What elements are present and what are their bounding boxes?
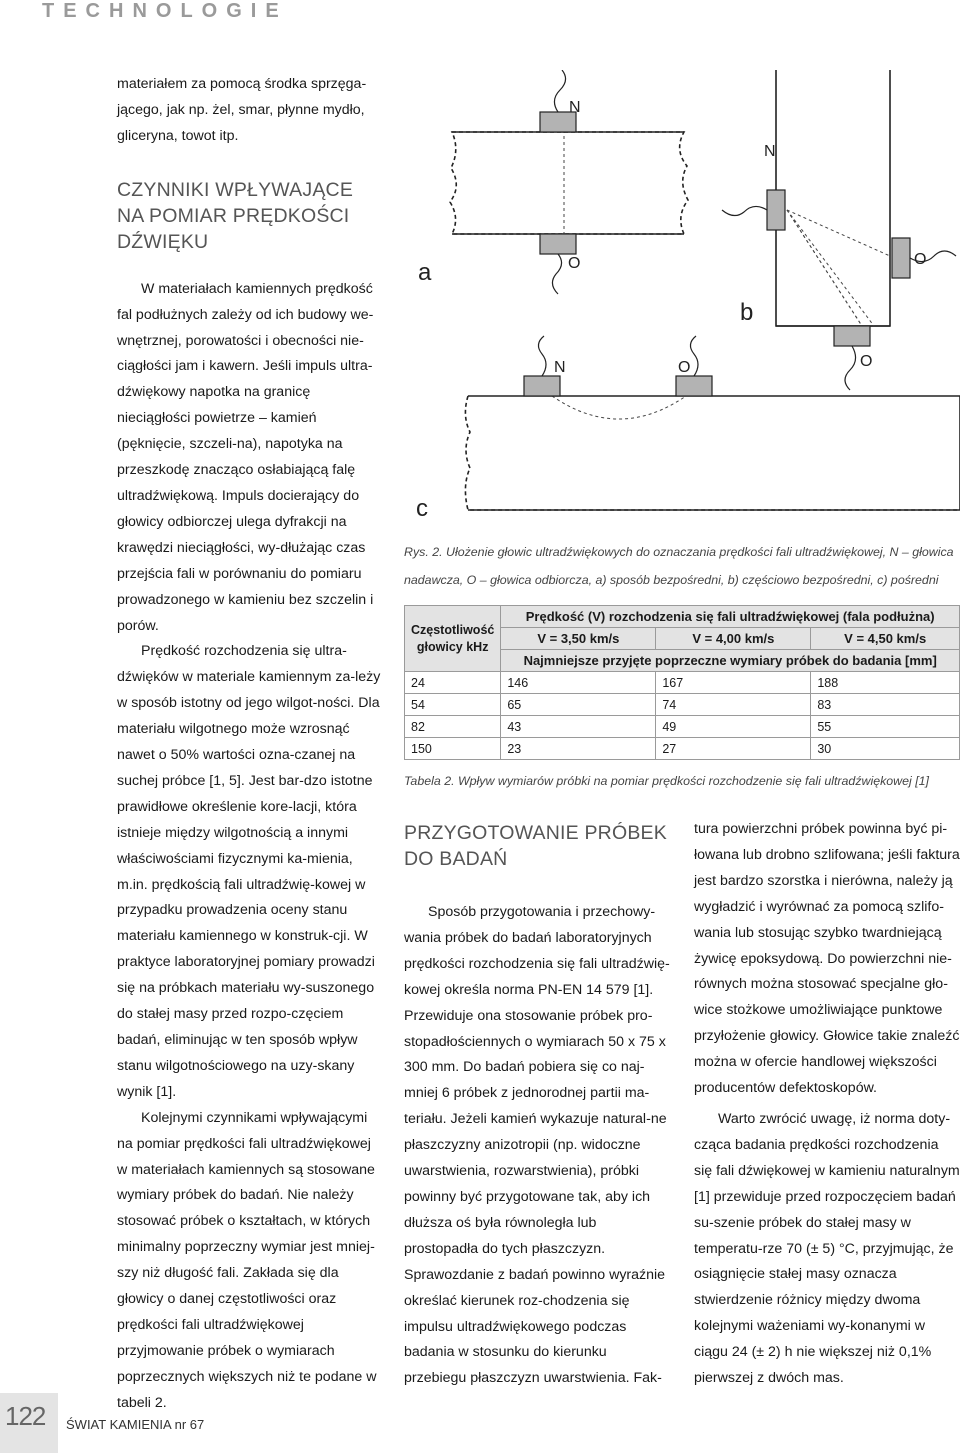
label-o-c: O xyxy=(678,359,691,376)
transducer xyxy=(540,234,576,254)
figure-transducer-arrangement xyxy=(404,70,960,533)
paragraph: Warto zwrócić uwagę, iż norma doty-cząca badania prędkości rozchodzenia się fali dźwiękowej w kamieniu naturalnym [1] przewiduje przed rozpoczęciem badań su-szenie próbek do stałej masy w temperatu-rze 70 (± 5) °C, przyjmując, że osiągnięcie stałej masy oznacza stwierdzenie różnicy między dwoma kolejnymi ważeniami wy-konanymi w ciągu 24 (± 2) h nie większej niż 0,1% pierwszej z dwóch mas. xyxy=(694,1110,960,1387)
table-cell: 27 xyxy=(656,738,811,760)
dimensions-table xyxy=(404,605,960,760)
page-number-box xyxy=(0,1393,58,1453)
label-n-c: N xyxy=(554,359,566,376)
label-n-a: N xyxy=(569,99,581,116)
table-row xyxy=(405,738,960,760)
section-header: TECHNOLOGIE xyxy=(42,0,288,22)
table-cell: 55 xyxy=(811,716,960,738)
table-cell: 49 xyxy=(656,716,811,738)
table-cell: 150 xyxy=(405,738,501,760)
table-header-v3: V = 4,50 km/s xyxy=(811,628,960,650)
table-cell: 30 xyxy=(811,738,960,760)
table-subheader: Najmniejsze przyjęte poprzeczne wymiary próbek do badania [mm] xyxy=(501,650,960,672)
transducer xyxy=(676,376,712,396)
table-cell: 167 xyxy=(656,672,811,694)
table-header-v1: V = 3,50 km/s xyxy=(501,628,656,650)
figure-caption: Rys. 2. Ułożenie głowic ultradźwiękowych do oznaczania prędkości fali ultradźwiękowej, N – głowica nadawcza, O – głowica odbiorcza, a) sposób bezpośredni, b) częściowo bezpośredni, c) pośredni xyxy=(404,545,954,587)
intro-text: materiałem za pomocą środka sprzęga-jącego, jak np. żel, smar, płynne mydło, gliceryna, towot itp. xyxy=(117,76,367,144)
table-header-frequency: Częstotliwość głowicy kHz xyxy=(405,606,501,672)
paragraph: Prędkość rozchodzenia się ultra-dźwięków w materiale kamiennym za-leży w sposób istotny od jego wilgot-ności. Dla materiału wilgotnego może wzrosnąć nawet o 50% wartości ozna-czanej na suchej próbce [1, 5]. Jest bar-dzo istotne prawidłowe określenie kore-lacji, która istnieje między wilgotnością a innymi właściwościami fizycznymi ka-mienia, m.in. prędkością fali ultradźwię-kowej w przypadku prowadzenia oceny stanu materiału kamiennego w konstruk-cji. W praktyce laboratoryjnej pomiary prowadzi się na próbkach materiału wy-suszonego do stałej masy przed rozpo-częciem badań, eliminując w ten sposób wpływ stanu wilgotnościowego na uzy-skany wynik [1]. xyxy=(117,643,381,1100)
magazine-name: ŚWIAT KAMIENIA nr 67 xyxy=(66,1417,205,1432)
table-header-v2: V = 4,00 km/s xyxy=(656,628,811,650)
transducer xyxy=(834,326,870,346)
paragraph: Sposób przygotowania i przechowy-wania próbek do badań laboratoryjnych prędkości rozchodzenia się fali ultradźwię-kowej określa norma PN-EN 14 579 [1]. Przewiduje ona stosowanie próbek pro-stopadłościennych o wymiarach 50 x 75 x 300 mm. Do badań pobiera się co naj-mniej 6 próbek z jednorodnej partii ma-teriału. Jeżeli kamień wykazuje natural-ne płaszczyzny anizotropii (np. widoczne uwarstwienia, rozwarstwienia), próbki powinny być przygotowane tak, aby ich dłuższa oś była równoległa lub prostopadła do tych płaszczyzn. Sprawozdanie z badań powinno wyraźnie określać kierunek roz-chodzenia się impulsu ultradźwiękowego podczas badania w stosunku do kierunku przebiegu płaszczyzn uwarstwienia. Fak- xyxy=(404,904,670,1387)
transducer xyxy=(524,376,560,396)
label-a: a xyxy=(418,259,432,286)
label-o-b-bottom: O xyxy=(860,353,873,370)
label-c: c xyxy=(416,495,428,522)
table-cell: 74 xyxy=(656,694,811,716)
table-cell: 54 xyxy=(405,694,501,716)
table-cell: 188 xyxy=(811,672,960,694)
table-row xyxy=(405,716,960,738)
table-cell: 82 xyxy=(405,716,501,738)
paragraph: Kolejnymi czynnikami wpływającymi na pomiar prędkości fali ultradźwiękowej w materiałach kamiennych są stosowane wymiary próbek do badań. Nie należy stosować próbek o kształtach, w których minimalny poprzeczny wymiar jest mniej-szy niż długość fali. Zakłada się dla głowicy o danej częstotliwości oraz prędkości fali ultradźwiękowej przyjmowanie próbek o wymiarach poprzecznych większych niż te podane w tabeli 2. xyxy=(117,1109,377,1411)
section-heading-factors: CZYNNIKI WPŁYWAJĄCE NA POMIAR PRĘDKOŚCI DŹWIĘKU xyxy=(117,178,354,253)
table-header-speed: Prędkość (V) rozchodzenia się fali ultradźwiękowej (fala podłużna) xyxy=(501,606,960,628)
transducer xyxy=(767,190,785,230)
right-column xyxy=(694,817,960,1392)
table-row xyxy=(405,672,960,694)
paragraph: W materiałach kamiennych prędkość fal podłużnych zależy od ich budowy we-wnętrznej, porowatości i obecności nie-ciągłości jam i kawern. Jeśli impuls ultra-dźwiękowy napotka na granicę nieciągłości powietrze – kamień (pęknięcie, szczeli-na), napotyka na przeszkodę znacząco osłabiającą falę ultradźwiękową. Impuls docierający do głowicy odbiorczej ulega dyfrakcji na krawędzi nieciągłości, wy-dłużając czas przejścia fali w porównaniu do pomiaru prowadzonego w kamieniu bez szczelin i porów. xyxy=(117,280,374,634)
section-heading-preparation: PRZYGOTOWANIE PRÓBEK DO BADAŃ xyxy=(404,822,667,870)
table-cell: 23 xyxy=(501,738,656,760)
paragraph: tura powierzchni próbek powinna być pi-łowana lub drobno szlifowana; jeśli faktura jest bardzo szorstka i nierówna, należy ją wygładzić i wyrównać za pomocą szlifo-wania lub stosując szybko twardniejącą żywicę epoksydową. Do powierzchni nie-równych można stosować specjalne gło-wice stożkowe umożliwiające punktowe przyłożenie głowicy. Głowice takie znaleźć można w ofercie handlowej większości producentów defektoskopów. xyxy=(694,821,960,1097)
middle-column xyxy=(404,900,670,1392)
table-cell: 83 xyxy=(811,694,960,716)
label-n-b: N xyxy=(764,143,776,160)
page-number: 122 xyxy=(5,1401,46,1431)
page-footer xyxy=(0,1393,960,1455)
label-o-b-side: O xyxy=(914,251,927,268)
table-row xyxy=(405,694,960,716)
transducer xyxy=(892,238,910,278)
table-cell: 146 xyxy=(501,672,656,694)
table-cell: 65 xyxy=(501,694,656,716)
left-column xyxy=(117,72,383,1417)
label-b: b xyxy=(740,299,754,326)
label-o-a: O xyxy=(568,255,581,272)
table-cell: 43 xyxy=(501,716,656,738)
table-caption: Tabela 2. Wpływ wymiarów próbki na pomiar prędkości rozchodzenie się fali ultradźwiękowej [1] xyxy=(404,774,929,788)
table-cell: 24 xyxy=(405,672,501,694)
figure-diagram xyxy=(404,70,960,533)
